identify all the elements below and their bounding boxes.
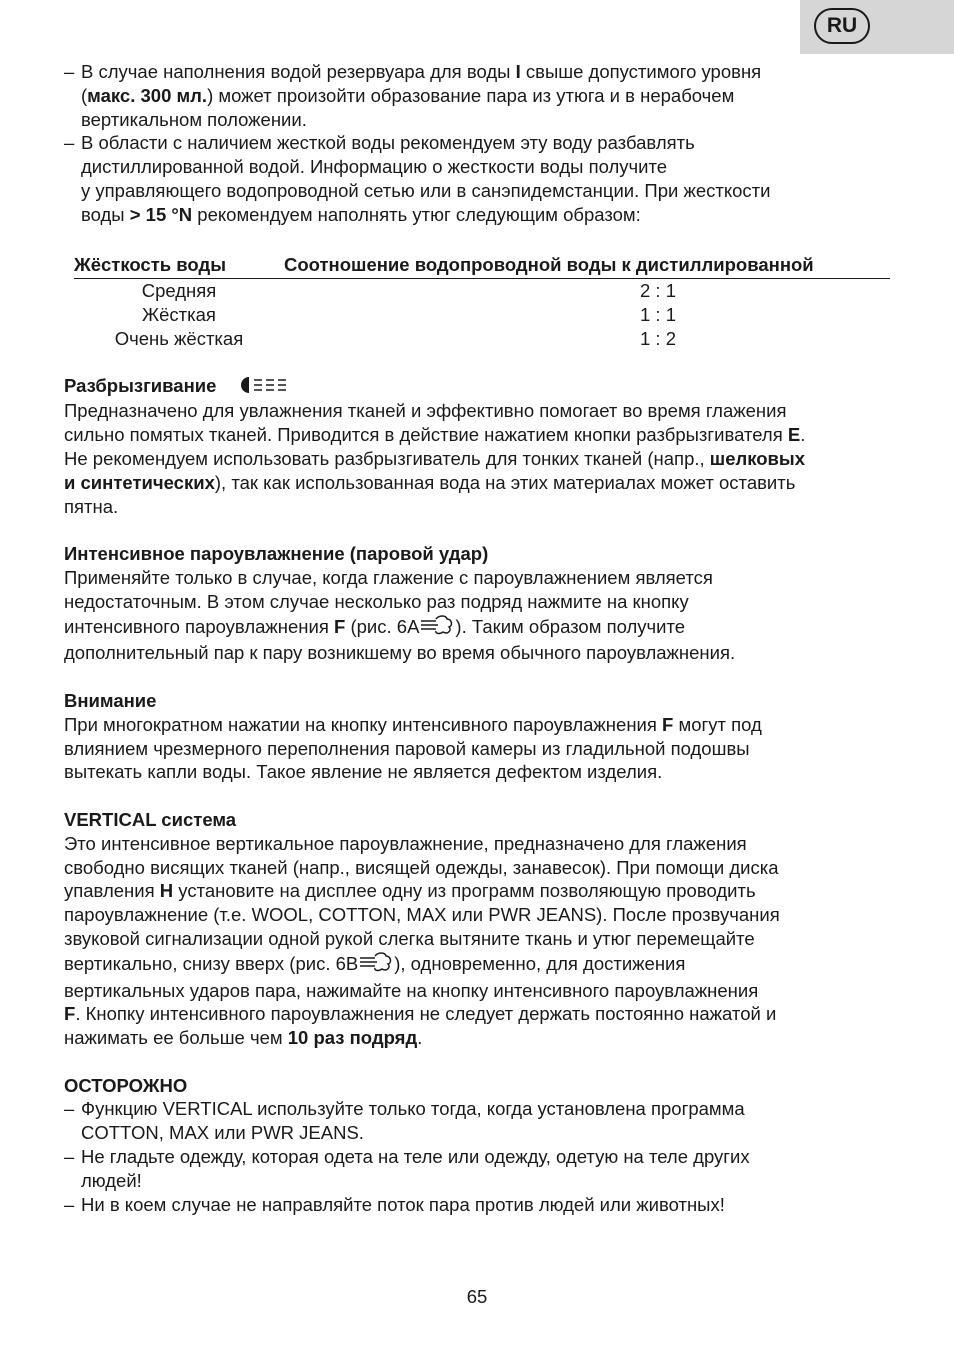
label-ref: H bbox=[159, 880, 174, 902]
text: В случае наполнения водой резервуара для воды bbox=[81, 61, 516, 82]
spacer bbox=[64, 227, 894, 253]
intro-bullet-2 bbox=[64, 131, 894, 226]
text: ). Таким образом получите bbox=[455, 615, 686, 637]
paragraph-line: вертикальных ударов пара, нажимайте на кнопку интенсивного пароувлажнения bbox=[64, 979, 759, 1001]
bullet-line bbox=[81, 84, 894, 108]
spacer bbox=[64, 518, 894, 542]
table-row bbox=[74, 278, 890, 303]
bullet-line bbox=[81, 203, 894, 227]
bullet-line: Функцию VERTICAL используйте только тогда, когда установлена программа bbox=[81, 1098, 745, 1120]
text: свыше допустимого уровня bbox=[520, 61, 762, 82]
section-heading-burst: Интенсивное пароувлажнение (паровой удар) bbox=[64, 543, 489, 565]
text: сильно помятых тканей. Приводится в действие нажатием кнопки разбрызгивателя bbox=[64, 424, 788, 446]
table-cell: Средняя bbox=[141, 279, 217, 301]
paragraph-line: влиянием чрезмерного переполнения паровой камеры из гладильной подошвы bbox=[64, 737, 750, 759]
table-cell: Жёсткая bbox=[142, 303, 216, 325]
language-tab bbox=[800, 0, 954, 54]
paragraph-line: Предназначено для увлажнения тканей и эффективно помогает во время глажения bbox=[64, 400, 787, 422]
paragraph-line bbox=[64, 879, 894, 903]
steam-burst-icon bbox=[419, 614, 455, 642]
page-number: 65 bbox=[466, 1286, 488, 1307]
paragraph-line: Это интенсивное вертикальное пароувлажнение, предназначено для глажения bbox=[64, 832, 747, 854]
paragraph-line: вытекать капли воды. Такое явление не является дефектом изделия. bbox=[64, 761, 663, 783]
bullet-line: Не гладьте одежду, которая одета на теле или одежду, одетую на теле других bbox=[81, 1146, 750, 1168]
text: интенсивного пароувлажнения bbox=[64, 615, 335, 637]
section-heading-spray bbox=[64, 374, 894, 399]
text: ), так как использованная вода на этих материалах может оставить bbox=[214, 471, 796, 493]
section-heading-attention: Внимание bbox=[64, 689, 157, 711]
text: воды bbox=[81, 203, 130, 225]
bullet-line: у управляющего водопроводной сетью или в санэпидемстанции. При жесткости bbox=[81, 179, 771, 201]
bullet-dash: – bbox=[64, 132, 75, 154]
label-ref: F bbox=[334, 615, 346, 637]
text: установите на дисплее одну из программ позволяющую проводить bbox=[173, 880, 756, 902]
spray-icon bbox=[240, 376, 296, 400]
table-header-row bbox=[74, 253, 890, 279]
bullet-line: дистиллированной водой. Информацию о жесткости воды получите bbox=[81, 156, 668, 178]
text: . bbox=[800, 424, 806, 446]
steam-burst-icon bbox=[358, 951, 394, 979]
table-header: Жёсткость воды bbox=[74, 253, 284, 279]
max-level: макс. 300 мл. bbox=[87, 84, 208, 106]
section-heading-caution: ОСТОРОЖНО bbox=[64, 1074, 188, 1096]
text: . bbox=[417, 1027, 423, 1049]
caution-bullet-3 bbox=[64, 1193, 894, 1217]
paragraph-line bbox=[64, 423, 894, 447]
paragraph-line: недостаточным. В этом случае несколько раз подряд нажмите на кнопку bbox=[64, 590, 689, 612]
bullet-dash: – bbox=[64, 1193, 75, 1215]
emphasis: шелковых bbox=[709, 447, 806, 469]
text: При многократном нажатии на кнопку интенсивного пароувлажнения bbox=[64, 713, 663, 735]
heading-text: Разбрызгивание bbox=[64, 375, 217, 397]
language-badge: RU bbox=[814, 8, 870, 44]
table-cell: 1 : 2 bbox=[640, 327, 676, 349]
spacer bbox=[64, 665, 894, 689]
bullet-line: Ни в коем случае не направляйте поток пара против людей или животных! bbox=[81, 1193, 725, 1215]
spacer bbox=[64, 1050, 894, 1074]
paragraph-line bbox=[64, 1026, 894, 1050]
table-row bbox=[74, 303, 890, 327]
paragraph-line bbox=[64, 447, 894, 471]
text: нажимать ее больше чем bbox=[64, 1027, 288, 1049]
page-content bbox=[64, 60, 894, 1216]
intro-bullet-1 bbox=[64, 60, 894, 131]
bullet-line: людей! bbox=[81, 1169, 142, 1191]
table-row bbox=[74, 327, 890, 351]
table-header: Соотношение водопроводной воды к дистиллированной bbox=[284, 253, 890, 279]
text: (рис. 6A bbox=[345, 615, 420, 637]
paragraph-line bbox=[64, 951, 894, 979]
paragraph-line: свободно висящих тканей (напр., висящей одежды, занавесок). При помощи диска bbox=[64, 856, 779, 878]
water-hardness-table bbox=[74, 253, 890, 351]
label-ref: E bbox=[787, 424, 801, 446]
bullet-line: COTTON, MAX или PWR JEANS. bbox=[81, 1122, 364, 1144]
table-cell: 2 : 1 bbox=[640, 279, 676, 301]
table-cell: 1 : 1 bbox=[640, 303, 676, 325]
label-ref: I bbox=[515, 61, 521, 82]
paragraph-line: дополнительный пар к пару возникшему во время обычного пароувлажнения. bbox=[64, 642, 736, 664]
section-heading-vertical: VERTICAL система bbox=[64, 808, 237, 830]
emphasis: и синтетических bbox=[64, 471, 215, 493]
table-cell: Очень жёсткая bbox=[114, 327, 244, 349]
caution-bullet-1 bbox=[64, 1097, 894, 1145]
text: могут под bbox=[673, 713, 762, 735]
bullet-line: В области с наличием жесткой воды рекомендуем эту воду разбавлять bbox=[81, 132, 695, 154]
paragraph-line: пятна. bbox=[64, 495, 119, 517]
paragraph-line: пароувлажнение (т.е. WOOL, COTTON, MAX или PWR JEANS). После прозвучания bbox=[64, 904, 780, 926]
bullet-line bbox=[81, 60, 894, 84]
text: вертикально, снизу вверх (рис. 6B bbox=[64, 952, 359, 974]
bullet-line: вертикальном положении. bbox=[81, 108, 307, 130]
label-ref: F bbox=[64, 1003, 76, 1025]
spacer bbox=[64, 351, 894, 375]
paragraph-line: звуковой сигнализации одной рукой слегка вытяните ткань и утюг перемещайте bbox=[64, 927, 755, 949]
paragraph-line bbox=[64, 471, 894, 495]
paragraph-line: Применяйте только в случае, когда глажение с пароувлажнением является bbox=[64, 566, 713, 588]
caution-bullet-2 bbox=[64, 1145, 894, 1193]
paragraph-line bbox=[64, 614, 894, 642]
text: ), одновременно, для достижения bbox=[394, 952, 686, 974]
paragraph-line bbox=[64, 1002, 894, 1026]
text: упавления bbox=[64, 880, 160, 902]
bullet-dash: – bbox=[64, 1098, 75, 1120]
paragraph-line bbox=[64, 713, 894, 737]
bullet-dash: – bbox=[64, 61, 75, 82]
text: . Кнопку интенсивного пароувлажнения не следует держать постоянно нажатой и bbox=[75, 1003, 777, 1025]
text: Не рекомендуем использовать разбрызгиватель для тонких тканей (напр., bbox=[64, 447, 710, 469]
text: рекомендуем наполнять утюг следующим образом: bbox=[192, 203, 641, 225]
emphasis: 10 раз подряд bbox=[287, 1027, 418, 1049]
text: ( bbox=[81, 84, 88, 106]
text: ) может произойти образование пара из утюга и в нерабочем bbox=[207, 84, 735, 106]
bullet-dash: – bbox=[64, 1146, 75, 1168]
spacer bbox=[64, 784, 894, 808]
label-ref: F bbox=[662, 713, 674, 735]
hardness-threshold: > 15 °N bbox=[129, 203, 193, 225]
